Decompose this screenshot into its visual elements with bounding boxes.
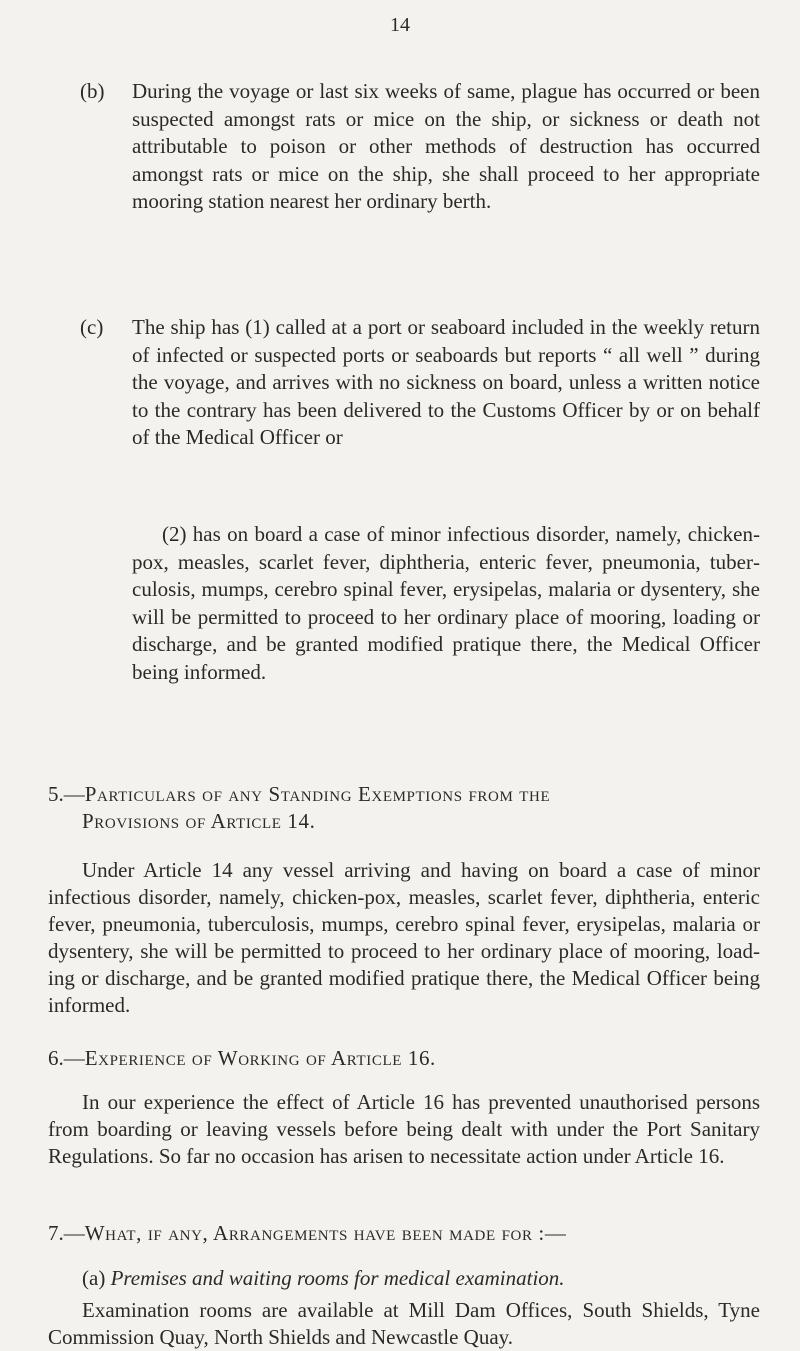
item-c-label: (c) [80,315,104,339]
section-5-heading [48,781,760,835]
item-b-label: (b) [80,79,105,103]
section-7-sub-a-title: Premises and waiting rooms for medical examination. [110,1266,565,1290]
item-b-text: During the voyage or last six weeks of same, plague has occurred or been suspected amongst rats or mice on the ship, or sickness or death not attributable to poison or other methods of destruction has occurred amongst rats or mice on the ship, she shall proceed to her appropriate mooring station nearest her ordinary berth. [132,79,760,214]
section-7-heading [48,1220,760,1247]
section-5-number: 5.— [48,782,85,806]
item-c-part-2 [132,521,760,687]
section-7-body-text: Examination rooms are available at Mill Dam Offices, South Shields, Tyne Commission Quay, North Shields and Newcastle Quay. [48,1298,760,1349]
page-number: 14 [390,14,410,36]
section-7-number: 7.— [48,1221,85,1245]
section-7-sub-a-label: (a) [82,1266,106,1290]
section-7-sub-a [48,1265,760,1292]
section-5-heading-line1: Particulars of any Standing Exemptions from the [84,782,551,806]
section-6-heading [48,1045,760,1072]
item-c-part-2-text: (2) has on board a case of minor infectious disorder, namely, chicken-pox, measles, scarlet fever, diphtheria, enteric fever, pneumonia, tuberculosis, mumps, cerebro spinal fever, erysipelas, malaria or dysentery, she will be permitted to proceed to her ordinary place of mooring, loading or discharge, and be granted modified pratique there, the Medical Officer being informed. [132,522,760,684]
section-6-number: 6.— [48,1046,85,1070]
section-6-body [48,1089,760,1170]
section-7-body [48,1297,760,1351]
section-5-body-text: Under Article 14 any vessel arriving and having on board a case of minor infectious disorder, namely, chicken-pox, measles, scarlet fever, diphtheria, enteric fever, pneumonia, tuberculosis, mumps, cerebro spinal fever, erysipelas, malaria or dysentery, she will be permitted to proceed to her ordinary place of mooring, loading or discharge, and be granted modified pratique there, the Medical Officer being informed. [48,858,760,1017]
section-5-body [48,857,760,1019]
section-7-heading-text: What, if any, Arrangements have been made for :— [84,1221,567,1245]
item-c-text: The ship has (1) called at a port or seaboard included in the weekly return of infected or suspected ports or seaboards but reports “ all well ” during the voyage, and arrives with no sickness on board, unless a written notice to the contrary has been delivered to the Customs Officer by or on behalf of the Medical Officer or [132,315,760,450]
section-6-heading-text: Experience of Working of Article 16. [84,1046,436,1070]
section-5-heading-line2: Provisions of Article 14. [82,809,316,833]
section-6-body-text: In our experience the effect of Article 16 has prevented unauthorised persons from boarding or leaving vessels before being dealt with under the Port Sanitary Regulations. So far no occasion has arisen to necessitate action under Article 16. [48,1090,760,1168]
